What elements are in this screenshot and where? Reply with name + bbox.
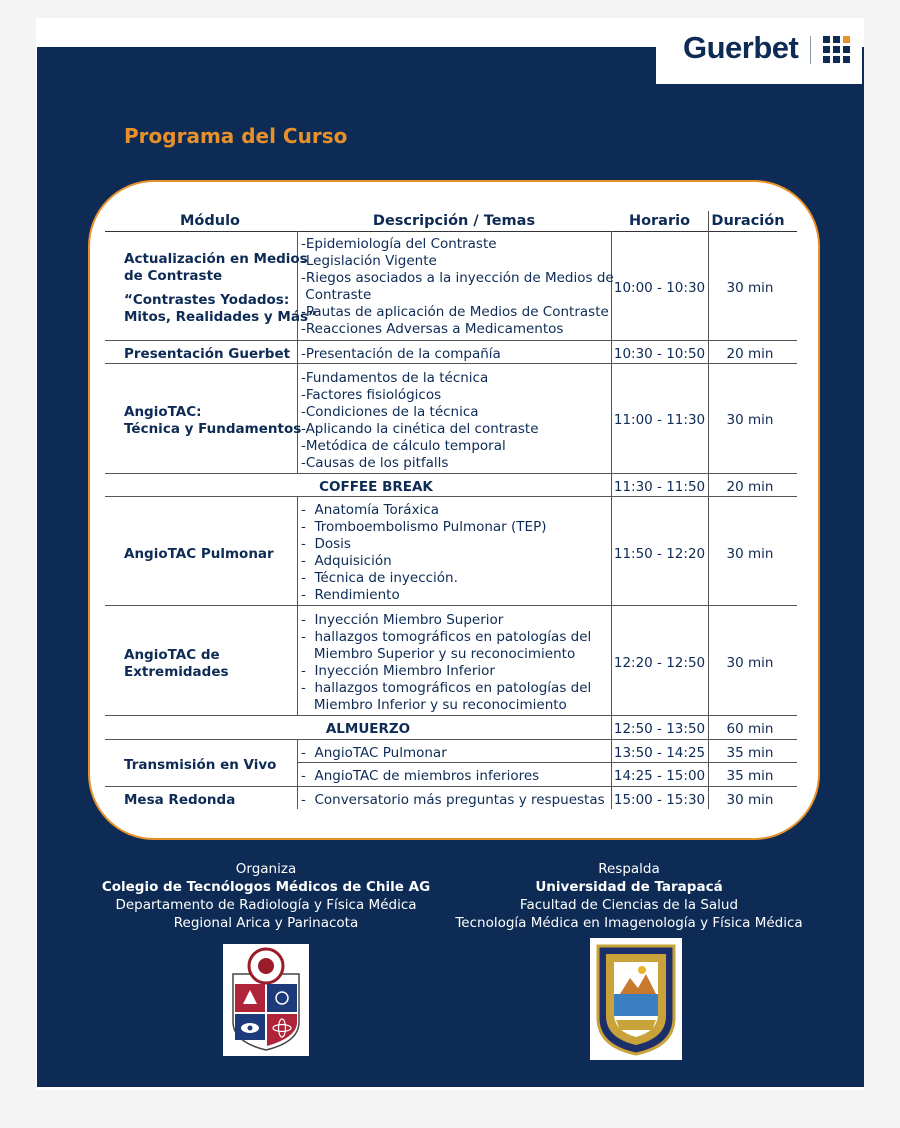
row-tema: - Tromboembolismo Pulmonar (TEP)	[301, 519, 547, 535]
respalda-name: Universidad de Tarapacá	[535, 879, 723, 895]
row-tema: Miembro Superior y su reconocimiento	[301, 646, 576, 662]
row-horario: 10:30 - 10:50	[613, 346, 706, 362]
universidad-emblem-icon	[590, 938, 682, 1060]
row-modulo-subtitle: “Contrastes Yodados:	[124, 292, 290, 308]
row-tema: -Factores fisiológicos	[301, 387, 442, 403]
header-modulo: Módulo	[179, 213, 241, 229]
row-modulo-subtitle: Mitos, Realidades y Más”	[124, 309, 317, 325]
row-horario: 10:00 - 10:30	[613, 280, 706, 296]
row-tema: - Inyección Miembro Inferior	[301, 663, 495, 679]
row-horario: 13:50 - 14:25	[613, 745, 706, 761]
row-duracion: 30 min	[726, 546, 774, 562]
organiza-dept: Departamento de Radiología y Física Médica	[115, 897, 417, 913]
row-horario: 11:00 - 11:30	[613, 412, 706, 428]
row-modulo: Transmisión en Vivo	[124, 757, 277, 773]
row-horario: 15:00 - 15:30	[613, 792, 706, 808]
row-duracion: 20 min	[726, 346, 774, 362]
break-label: ALMUERZO	[325, 721, 411, 737]
colegio-emblem-icon	[223, 944, 309, 1056]
row-tema: - Técnica de inyección.	[301, 570, 458, 586]
organiza-name: Colegio de Tecnólogos Médicos de Chile AG	[101, 879, 431, 895]
row-duracion: 30 min	[726, 792, 774, 808]
row-modulo: Mesa Redonda	[124, 792, 236, 808]
row-tema: - AngioTAC Pulmonar	[301, 745, 447, 761]
row-modulo: AngioTAC:	[124, 404, 202, 420]
row-modulo: Actualización en Medios	[124, 251, 308, 267]
brand-logo-grid-icon	[823, 36, 850, 63]
organiza-region: Regional Arica y Parinacota	[173, 915, 359, 931]
row-tema: -Condiciones de la técnica	[301, 404, 479, 420]
respalda-faculty: Facultad de Ciencias de la Salud	[519, 897, 739, 913]
break-label: COFFEE BREAK	[319, 479, 433, 495]
row-tema: -Fundamentos de la técnica	[301, 370, 489, 386]
row-tema: - Adquisición	[301, 553, 392, 569]
row-tema: -Reacciones Adversas a Medicamentos	[301, 321, 564, 337]
row-tema: - AngioTAC de miembros inferiores	[301, 768, 540, 784]
row-tema: Miembro Inferior y su reconocimiento	[301, 697, 567, 713]
row-horario: 12:20 - 12:50	[613, 655, 706, 671]
row-tema: - Dosis	[301, 536, 351, 552]
row-tema: - Anatomía Toráxica	[301, 502, 440, 518]
row-tema: -Presentación de la compañía	[301, 346, 501, 362]
header-duracion: Duración	[711, 213, 785, 229]
row-tema: -Epidemiología del Contraste	[301, 236, 497, 252]
row-duracion: 30 min	[726, 280, 774, 296]
row-tema: -Legislación Vigente	[301, 253, 437, 269]
row-modulo: AngioTAC Pulmonar	[124, 546, 274, 562]
row-tema: -Causas de los pitfalls	[301, 455, 449, 471]
row-tema: - hallazgos tomográficos en patologías del	[301, 680, 592, 696]
respalda-label: Respalda	[598, 861, 660, 877]
row-modulo: de Contraste	[124, 268, 223, 284]
brand-logo-text: Guerbet	[683, 30, 799, 65]
respalda-career: Tecnología Médica en Imagenología y Física Médica	[455, 915, 803, 931]
brand-logo-separator	[810, 36, 811, 64]
row-duracion: 60 min	[726, 721, 774, 737]
page-title: Programa del Curso	[124, 124, 348, 148]
row-modulo: Presentación Guerbet	[124, 346, 291, 362]
organiza-label: Organiza	[235, 861, 297, 877]
row-tema: - Inyección Miembro Superior	[301, 612, 504, 628]
row-duracion: 30 min	[726, 412, 774, 428]
row-horario: 12:50 - 13:50	[613, 721, 706, 737]
row-modulo: Extremidades	[124, 664, 229, 680]
row-tema: - Rendimiento	[301, 587, 400, 603]
row-tema: - Conversatorio más preguntas y respuestas	[301, 792, 605, 808]
row-modulo: AngioTAC de	[124, 647, 220, 663]
row-tema: -Aplicando la cinética del contraste	[301, 421, 539, 437]
row-modulo: Técnica y Fundamentos	[124, 421, 302, 437]
row-tema: -Metódica de cálculo temporal	[301, 438, 506, 454]
row-duracion: 35 min	[726, 768, 774, 784]
row-duracion: 20 min	[726, 479, 774, 495]
header-descripcion: Descripción / Temas	[372, 213, 536, 229]
row-tema: -Riegos asociados a la inyección de Medios de	[301, 270, 614, 286]
row-tema: -Pautas de aplicación de Medios de Contraste	[301, 304, 609, 320]
row-horario: 11:50 - 12:20	[613, 546, 706, 562]
row-duracion: 30 min	[726, 655, 774, 671]
row-horario: 11:30 - 11:50	[613, 479, 706, 495]
row-duracion: 35 min	[726, 745, 774, 761]
header-horario: Horario	[628, 213, 691, 229]
row-tema: Contraste	[301, 287, 372, 303]
row-horario: 14:25 - 15:00	[613, 768, 706, 784]
row-tema: - hallazgos tomográficos en patologías del	[301, 629, 592, 645]
